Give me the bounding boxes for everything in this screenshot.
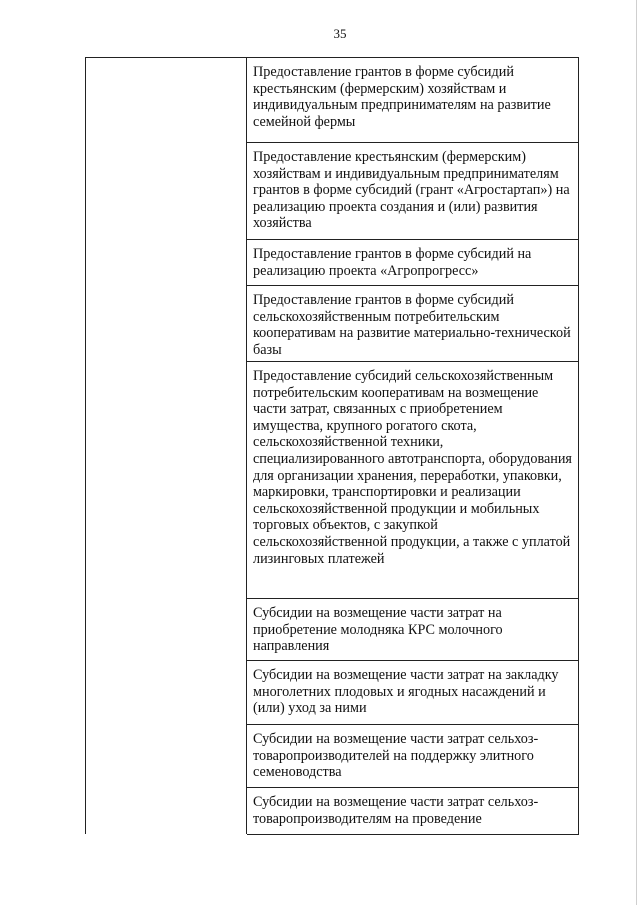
table-row: Предоставление грантов в форме субсидий сельскохозяйственным потребительским кооперативам на развитие материально-технической базы [247, 286, 579, 362]
table-row: Предоставление крестьянским (фермерским) хозяйствам и индивидуальным предпринимателям грантов в форме субсидий (грант «Агростартап») на реализацию проекта создания и (или) развития хозяйства [247, 143, 579, 240]
table-row: Субсидии на возмещение части затрат на приобретение молодняка КРС молочного направления [247, 599, 579, 661]
table-left-column [86, 58, 247, 834]
table-row: Предоставление грантов в форме субсидий крестьянским (фермерским) хозяйствам и индивидуальным предпринимателям на развитие семейной фермы [247, 58, 579, 143]
scan-edge-line [636, 0, 637, 905]
table-row: Субсидии на возмещение части затрат на закладку многолетних плодовых и ягодных насаждений и (или) уход за ними [247, 661, 579, 725]
table-right-column [247, 58, 579, 834]
table-row: Предоставление субсидий сельскохозяйственным потребительским кооперативам на возмещение части затрат, связанных с приобретением имущества, крупного рогатого скота, сельскохозяйственной техники, специализированного автотранспорта, оборудования для организации хранения, переработки, упаковки, маркировки, транспортировки и реализации сельскохозяйственной продукции и мобильных торговых объектов, с закупкой сельскохозяйственной продукции, а также с уплатой лизинговых платежей [247, 362, 579, 599]
table-row: Субсидии на возмещение части затрат сельхоз-товаропроизводителям на проведение [247, 788, 579, 835]
page-number: 35 [333, 26, 347, 41]
table-row: Предоставление грантов в форме субсидий на реализацию проекта «Агропрогресс» [247, 240, 579, 286]
table-row: Субсидии на возмещение части затрат сельхоз-товаропроизводителей на поддержку элитного семеноводства [247, 725, 579, 788]
subsidy-table [85, 57, 579, 834]
